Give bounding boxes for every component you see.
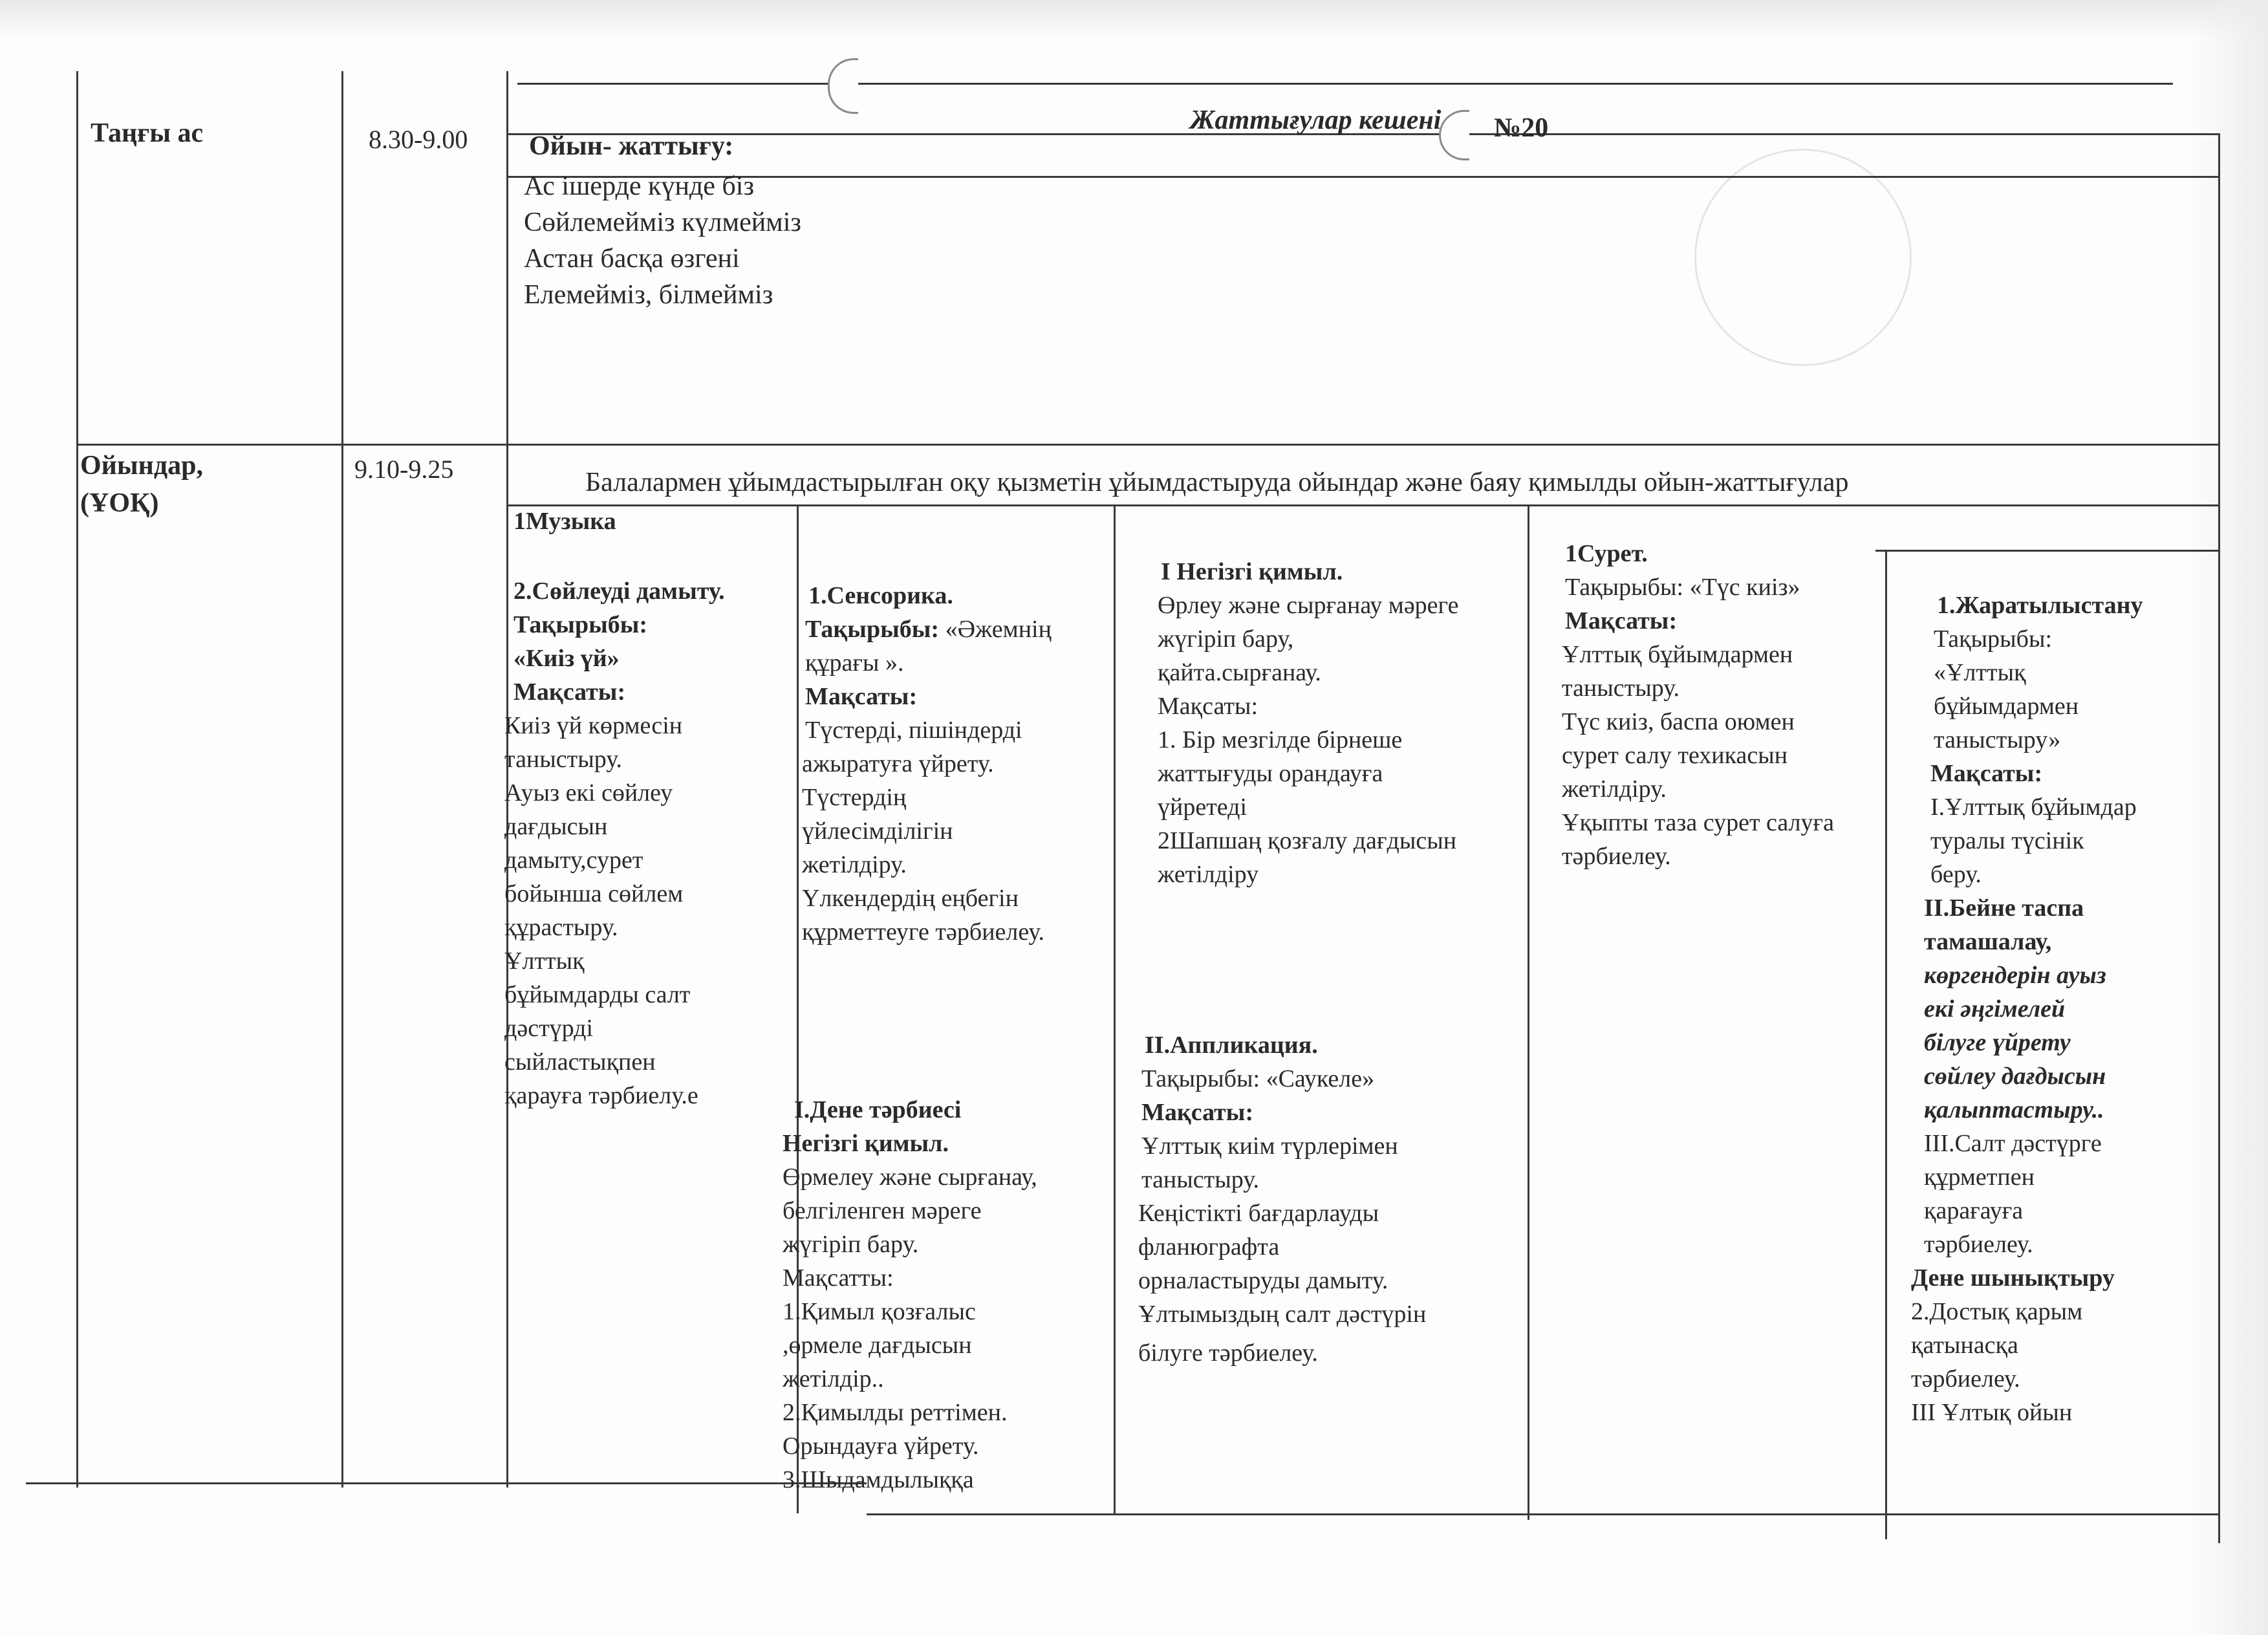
col-divider-4	[1885, 550, 1887, 1539]
poem-line: Сөйлемейміз күлмейміз	[524, 208, 802, 237]
col5-text: туралы түсінік	[1930, 827, 2084, 854]
row-divider-games	[76, 444, 2220, 446]
col3-text: Ұлтымыздың салт дәстүрін	[1138, 1301, 1427, 1328]
col2-text: жетілдіру.	[802, 851, 907, 878]
row-label-games: Ойындар,	[80, 451, 203, 481]
col3-text: 2Шапшаң қозғалу дағдысын	[1158, 827, 1457, 854]
col4-text: сурет салу техикасын	[1562, 742, 1788, 769]
col2-topic-value: «Әжемнің	[939, 616, 1052, 643]
col5-text: ІІІ Ұлтық ойын	[1911, 1399, 2073, 1426]
col3-text: жүгіріп бару,	[1158, 625, 1294, 653]
row-time-breakfast: 8.30-9.00	[369, 125, 468, 154]
col2-text: 1.Қимыл қозғалыс	[783, 1298, 976, 1325]
col5-text: 2.Достық қарым	[1911, 1298, 2083, 1325]
punch-hole	[828, 58, 858, 114]
col2-text: үйлесімділігін	[802, 817, 953, 845]
col5-text: тәрбиелеу.	[1924, 1231, 2033, 1258]
col1-text: Ұлттық	[504, 947, 585, 975]
table-border-right	[2218, 133, 2220, 1543]
col1-text: Киіз үй көрмесін	[504, 712, 683, 739]
col5-text: екі әңгімелей	[1924, 995, 2066, 1023]
col2-text: Негізгі қимыл.	[783, 1130, 949, 1157]
col5-text: беру.	[1930, 861, 1982, 888]
col4-text: таныстыру.	[1562, 675, 1680, 702]
col2-text: белгіленген мәреге	[783, 1197, 982, 1224]
col5-text: Мақсаты:	[1930, 760, 2043, 787]
col2-text: жүгіріп бару.	[783, 1231, 919, 1258]
col3-text: Кеңістікті бағдарлауды	[1138, 1200, 1379, 1227]
col-divider-3	[1528, 504, 1529, 1520]
faint-stamp	[1694, 149, 1912, 366]
poem-line: Елемейміз, білмейміз	[524, 280, 773, 310]
col3-text: үйретеді	[1158, 794, 1247, 821]
col3-text: жаттығуды орандауға	[1158, 760, 1383, 787]
col3-text: орналастыруды дамыту.	[1138, 1267, 1388, 1294]
col1-text: дамыту,сурет	[504, 847, 643, 874]
col4-text: тәрбиелеу.	[1562, 843, 1671, 870]
col3-text: қайта.сырғанау.	[1158, 659, 1321, 686]
col2-topic-label: Тақырыбы:	[805, 616, 940, 643]
col4-text: жетілдіру.	[1562, 775, 1667, 803]
table-bottom-line-2	[867, 1513, 2220, 1515]
col2-text: жетілдір..	[783, 1365, 884, 1392]
col4-text: Мақсаты:	[1565, 607, 1678, 634]
scan-shadow-right	[2190, 0, 2268, 1635]
col5-text: қарағауға	[1924, 1197, 2024, 1224]
col5-text: тамашалау,	[1924, 928, 2052, 955]
col5-text: 1.Жаратылыстану	[1937, 592, 2143, 619]
col3-text: фланюграфта	[1138, 1233, 1280, 1261]
col1-text: «Киіз үй»	[513, 645, 620, 672]
poem-line: Ас ішерде күнде біз	[524, 171, 755, 201]
col5-text: таныстыру»	[1934, 726, 2061, 753]
scan-shadow	[0, 0, 2268, 39]
punch-hole	[1439, 110, 1469, 160]
col2-text: І.Дене тәрбиесі	[794, 1096, 962, 1123]
col4-text: Түс киіз, баспа оюмен	[1562, 708, 1795, 735]
col5-text: қалыптастыру..	[1924, 1096, 2104, 1123]
col3-text: І Негізгі қимыл.	[1161, 558, 1343, 585]
col2-text: Орындауға үйрету.	[783, 1433, 979, 1460]
col2-text: Мақсатты:	[783, 1264, 894, 1292]
col1-text: Мақсаты:	[513, 678, 626, 706]
header-top-line	[517, 83, 2173, 85]
games-banner: Балалармен ұйымдастырылған оқу қызметін ұйымдастыруда ойындар және баяу қимылды ойын-жаттығулар	[585, 468, 1849, 497]
col1-text: таныстыру.	[504, 746, 623, 773]
col3-text: 1. Бір мезгілде бірнеше	[1158, 726, 1403, 753]
table-bottom-line	[26, 1482, 867, 1484]
banner-bottom-line	[506, 504, 2220, 506]
col1-text: Тақырыбы:	[513, 611, 648, 638]
breakfast-heading: Ойын- жаттығу:	[529, 131, 734, 161]
breakfast-inner-line	[506, 176, 2220, 178]
col1-text: дағдысын	[504, 813, 608, 840]
col5-text: қатынасқа	[1911, 1332, 2018, 1359]
col5-text: сөйлеу дағдысын	[1924, 1063, 2106, 1090]
col3-text: таныстыру.	[1141, 1166, 1260, 1193]
row-time-games: 9.10-9.25	[354, 455, 454, 484]
col2-text: құрметтеуге тәрбиелеу.	[802, 918, 1044, 946]
col5-text: көргендерін ауыз	[1924, 962, 2106, 989]
col2-text: Үлкендердің еңбегін	[802, 885, 1019, 912]
col1-text: 1Музыка	[513, 508, 616, 535]
col5-text: бұйымдармен	[1934, 693, 2079, 720]
col5-text: «Ұлттық	[1934, 659, 2026, 686]
col5-text: құрметпен	[1924, 1164, 2035, 1191]
col3-text: Өрлеу және сырғанау мәреге	[1158, 592, 1459, 619]
col2-text: 1.Сенсорика.	[808, 582, 953, 609]
col2-text	[805, 612, 1052, 646]
col4-text: Тақырыбы: «Түс киіз»	[1565, 574, 1800, 601]
header-number: №20	[1494, 113, 1549, 143]
col2-text: Түстердің	[802, 784, 907, 811]
col5-text: І.Ұлттық бұйымдар	[1930, 794, 2137, 821]
col5-text: Тақырыбы:	[1934, 625, 2053, 653]
table-divider-time	[341, 71, 343, 1488]
col5-text: Дене шынықтыру	[1911, 1264, 2115, 1292]
col4-text: Ұқыпты таза сурет салуға	[1562, 809, 1835, 836]
col3-text: Мақсаты:	[1141, 1099, 1254, 1126]
col3-text: Тақырыбы: «Саукеле»	[1141, 1065, 1375, 1092]
col5-text: тәрбиелеу.	[1911, 1365, 2020, 1392]
col2-text: ,өрмеле дағдысын	[783, 1332, 972, 1359]
col1-text: құрастыру.	[504, 914, 618, 941]
col5-text: ІІ.Бейне таспа	[1924, 894, 2084, 922]
row-label-games-abbr: (ҰОҚ)	[80, 488, 159, 518]
header-title: Жаттығулар кешені	[1190, 105, 1442, 135]
col1-text: дәстүрді	[504, 1015, 594, 1042]
col3-text: жетілдіру	[1158, 861, 1259, 888]
col3-text: Мақсаты:	[1158, 693, 1258, 720]
col5-text: білуге үйрету	[1924, 1029, 2071, 1056]
col4-text: Ұлттық бұйымдармен	[1562, 641, 1793, 668]
col1-text: бойынша сөйлем	[504, 880, 684, 907]
col1-text: сыйластықпен	[504, 1048, 656, 1076]
col1-text: бұйымдарды салт	[504, 981, 691, 1008]
table-border-left	[76, 71, 78, 1488]
col1-text: 2.Сөйлеуді дамыту.	[513, 578, 725, 605]
col2-text: құрағы ».	[805, 649, 904, 677]
col2-text: Өрмелеу және сырғанау,	[783, 1164, 1037, 1191]
col3-text: ІІ.Аппликация.	[1145, 1032, 1318, 1059]
poem-line: Астан басқа өзгені	[524, 244, 740, 274]
col3-text: Ұлттық киім түрлерімен	[1141, 1132, 1398, 1160]
col5-top-line	[1875, 550, 2218, 552]
col4-text: 1Сурет.	[1565, 540, 1648, 567]
row-label-breakfast: Таңғы ас	[91, 118, 204, 148]
col2-text: Мақсаты:	[805, 683, 918, 710]
col3-text: білуге тәрбиелеу.	[1138, 1339, 1318, 1367]
col2-text: 2.Қимылды реттімен.	[783, 1399, 1008, 1426]
col2-text: ажыратуға үйрету.	[802, 750, 994, 777]
col2-text: 3.Шыдамдылыққа	[783, 1466, 974, 1493]
col5-text: ІІІ.Салт дәстүрге	[1924, 1130, 2102, 1157]
col1-text: Ауыз екі сөйлеу	[504, 779, 673, 807]
col-divider-2	[1114, 504, 1116, 1513]
col1-text: қарауға тәрбиелу.е	[504, 1082, 698, 1109]
col2-text: Түстерді, пішіндерді	[805, 717, 1022, 744]
